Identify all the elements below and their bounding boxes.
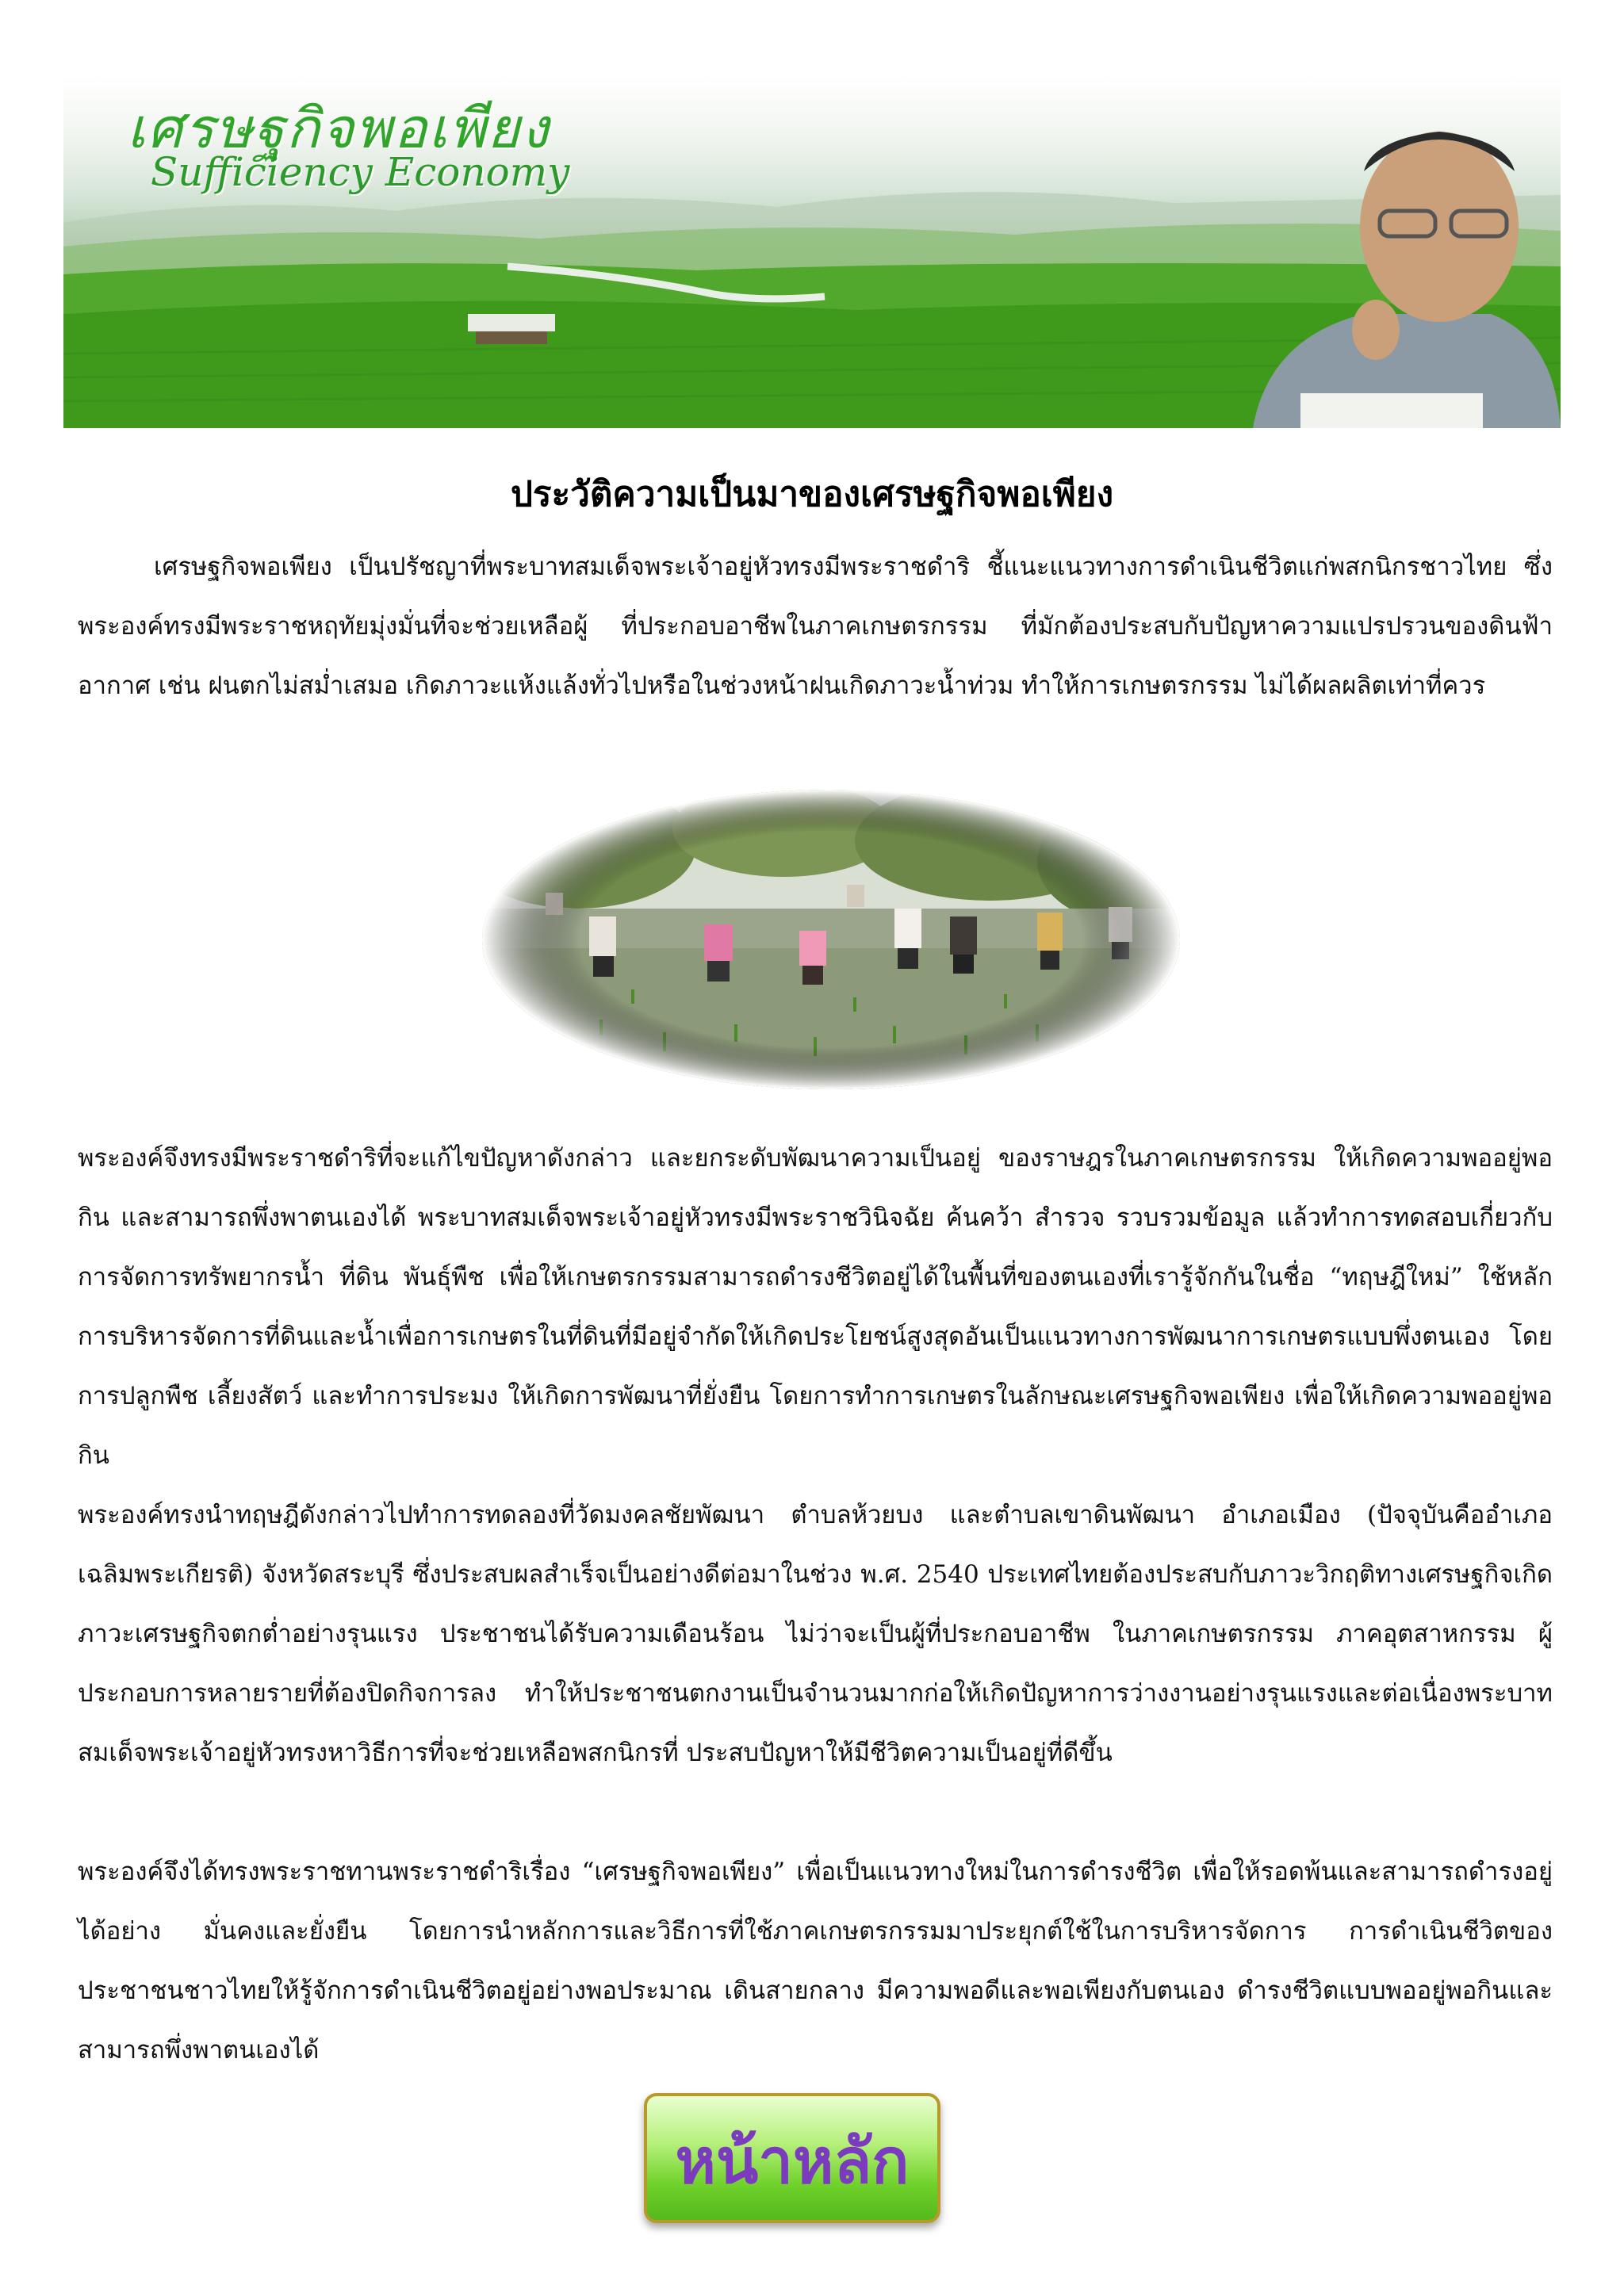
paragraph-intro: เศรษฐกิจพอเพียง เป็นปรัชญาที่พระบาทสมเด็จพระเจ้าอยู่หัวทรงมีพระราชดำริ ชี้แนะแนวทางการดำเนินชีวิตแก่พสกนิกรชาวไทย ซึ่งพระองค์ทรงมีพระราชหฤทัยมุ่งมั่นที่จะช่วยเหลือผู้ ที่ประกอบอาชีพในภาคเกษตรกรรม ที่มักต้องประสบกับปัญหาความแปรปรวนของดินฟ้าอากาศ เช่น ฝนตกไม่สม่ำเสมอ เกิดภาวะแห้งแล้งทั่วไปหรือในช่วงหน้าฝนเกิดภาวะน้ำท่วม ทำให้การเกษตรกรรม ไม่ได้ผลผลิตเท่าที่ควร (78, 553, 1553, 700)
paragraph-experiment: พระองค์ทรงนำทฤษฎีดังกล่าวไปทำการทดลองที่วัดมงคลชัยพัฒนา ตำบลห้วยบง และตำบลเขาดินพัฒนา อำเภอเมือง (ปัจจุบันคืออำเภอเฉลิมพระเกียรติ) จังหวัดสระบุรี ซึ่งประสบผลสำเร็จเป็นอย่างดีต่อมาในช่วง พ.ศ. 2540 ประเทศไทยต้องประสบกับภาวะวิกฤติทางเศรษฐกิจเกิด ภาวะเศรษฐกิจตกต่ำอย่างรุนแรง ประชาชนได้รับความเดือนร้อน ไม่ว่าจะเป็นผู้ที่ประกอบอาชีพ ในภาคเกษตรกรรม ภาคอุตสาหกรรม ผู้ประกอบการหลายรายที่ต้องปิดกิจการลง ทำให้ประชาชนตกงานเป็นจำนวนมากก่อให้เกิดปัญหาการว่างงานอย่างรุนแรงและต่อเนื่องพระบาทสมเด็จพระเจ้าอยู่หัวทรงหาวิธีการที่จะช่วยเหลือพสกนิกรที่ ประสบปัญหาให้มีชีวิตความเป็นอยู่ที่ดีขึ้น (78, 1501, 1553, 1767)
rice-field-photo (482, 790, 1180, 1089)
rice-planting-image (482, 790, 1180, 1089)
banner-title-english: Sufficiency Economy (151, 149, 570, 195)
header-banner (63, 76, 1561, 428)
home-button[interactable] (644, 2093, 940, 2223)
paragraph-sufficiency: พระองค์จึงได้ทรงพระราชทานพระราชดำริเรื่อง “เศรษฐกิจพอเพียง” เพื่อเป็นแนวทางใหม่ในการดำรงชีวิต เพื่อให้รอดพ้นและสามารถดำรงอยู่ได้อย่าง มั่นคงและยั่งยืน โดยการนำหลักการและวิธีการที่ใช้ภาคเกษตรกรรมมาประยุกต์ใช้ในการบริหารจัดการ การดำเนินชีวิตของประชาชนชาวไทยให้รู้จักการดำเนินชีวิตอยู่อย่างพอประมาณ เดินสายกลาง มีความพอดีและพอเพียงกับตนเอง ดำรงชีวิตแบบพออยู่พอกินและสามารถพึ่งพาตนเองได้ (78, 1858, 1553, 2064)
banner-title-thai: เศรษฐกิจพอเพียง (127, 96, 550, 161)
home-button-label: หน้าหลัก (675, 2126, 910, 2198)
page-title: ประวัติความเป็นมาของเศรษฐกิจพอเพียง (510, 474, 1114, 515)
paragraph-new-theory: พระองค์จึงทรงมีพระราชดำริที่จะแก้ไขปัญหาดังกล่าว และยกระดับพัฒนาความเป็นอยู่ ของราษฎรในภาคเกษตรกรรม ให้เกิดความพออยู่พอกิน และสามารถพึ่งพาตนเองได้ พระบาทสมเด็จพระเจ้าอยู่หัวทรงมีพระราชวินิจฉัย ค้นคว้า สำรวจ รวบรวมข้อมูล แล้วทำการทดสอบเกี่ยวกับการจัดการทรัพยากรน้ำ ที่ดิน พันธุ์พืช เพื่อให้เกษตรกรรมสามารถดำรงชีวิตอยู่ได้ในพื้นที่ของตนเองที่เรารู้จักกันในชื่อ “ทฤษฎีใหม่” ใช้หลักการบริหารจัดการที่ดินและน้ำเพื่อการเกษตรในที่ดินที่มีอยู่จำกัดให้เกิดประโยชน์สูงสุดอันเป็นแนวทางการพัฒนาการเกษตรแบบพึ่งตนเอง โดยการปลูกพืช เลี้ยงสัตว์ และทำการประมง ให้เกิดการพัฒนาที่ยั่งยืน โดยการทำการเกษตรในลักษณะเศรษฐกิจพอเพียง เพื่อให้เกิดความพออยู่พอกิน (78, 1144, 1553, 1470)
